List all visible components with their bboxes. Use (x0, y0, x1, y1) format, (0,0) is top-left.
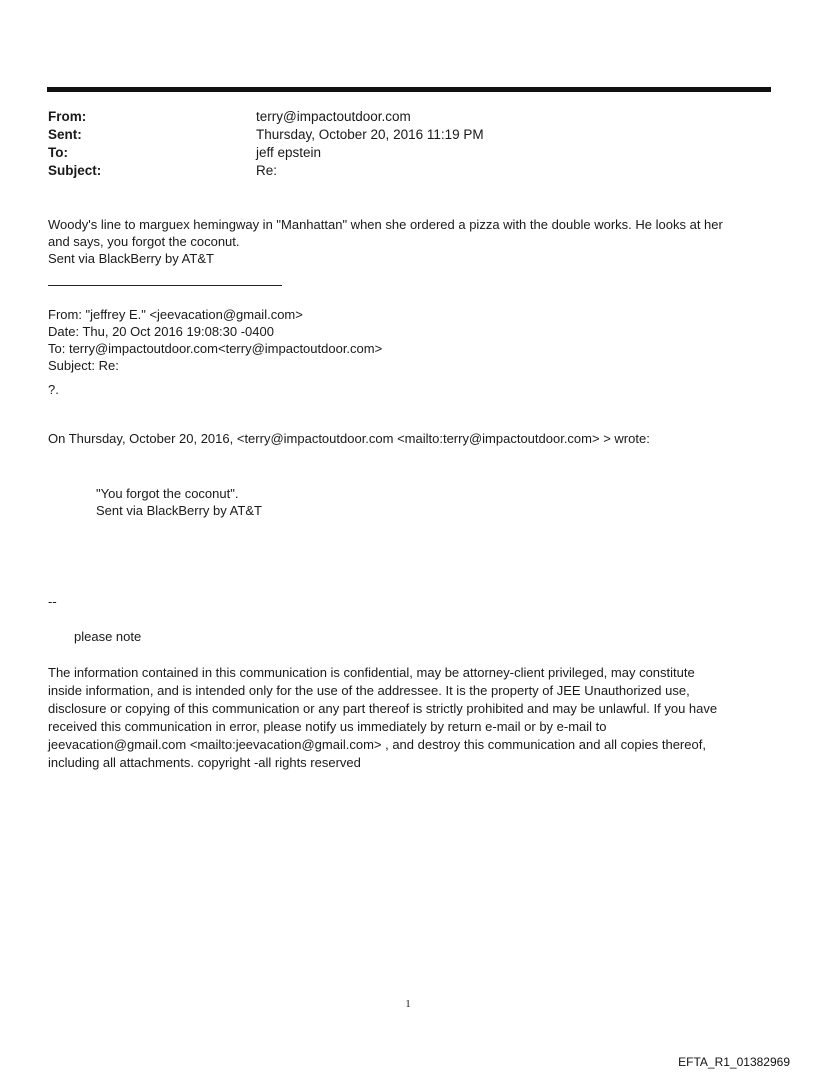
subject-label: Subject: (48, 163, 102, 178)
message-body (48, 216, 760, 267)
subject-row (48, 162, 484, 180)
quoted-signature: Sent via BlackBerry by AT&T (96, 503, 262, 518)
message-line: Woody's line to marguex hemingway in "Manhattan" when she ordered a pizza with the double works. He looks at her (48, 217, 723, 232)
to-row (48, 144, 484, 162)
from-row (48, 108, 484, 126)
forwarded-subject: Subject: Re: (48, 358, 119, 373)
forwarded-date: Date: Thu, 20 Oct 2016 19:08:30 -0400 (48, 324, 274, 339)
quoted-message (96, 485, 262, 519)
from-value: terry@impactoutdoor.com (256, 109, 411, 124)
quote-attribution: On Thursday, October 20, 2016, <terry@impactoutdoor.com <mailto:terry@impactoutdoor.com> > wrote: (48, 431, 650, 446)
please-note: please note (74, 629, 142, 644)
sent-value: Thursday, October 20, 2016 11:19 PM (256, 127, 484, 142)
forwarded-from: From: "jeffrey E." <jeevacation@gmail.com> (48, 307, 303, 322)
sent-label: Sent: (48, 127, 82, 142)
disclaimer-line: inside information, and is intended only for the use of the addressee. It is the property of JEE Unauthorized use, (48, 683, 690, 698)
quoted-line: "You forgot the coconut". (96, 486, 239, 501)
disclaimer-line: disclosure or copying of this communication or any part thereof is strictly prohibited and may be unlawful. If you have (48, 701, 718, 716)
message-line: and says, you forgot the coconut. (48, 234, 240, 249)
email-header (48, 108, 484, 180)
header-divider (47, 87, 771, 92)
disclaimer-line: received this communication in error, please notify us immediately by return e-mail or by e-mail to (48, 719, 607, 734)
sent-row (48, 126, 484, 144)
disclaimer (48, 664, 760, 772)
reply-text: ?. (48, 382, 59, 397)
disclaimer-line: including all attachments. copyright -all rights reserved (48, 755, 361, 770)
to-label: To: (48, 145, 68, 160)
to-value: jeff epstein (256, 145, 322, 160)
page-number: 1 (405, 998, 411, 1010)
disclaimer-line: jeevacation@gmail.com <mailto:jeevacation@gmail.com> , and destroy this communication and all copies thereof, (48, 737, 706, 752)
forwarded-to: To: terry@impactoutdoor.com<terry@impactoutdoor.com> (48, 341, 383, 356)
bates-stamp: EFTA_R1_01382969 (678, 1055, 790, 1069)
message-signature: Sent via BlackBerry by AT&T (48, 251, 214, 266)
from-label: From: (48, 109, 87, 124)
subject-value: Re: (256, 163, 278, 178)
disclaimer-line: The information contained in this communication is confidential, may be attorney-client privileged, may constitute (48, 665, 695, 680)
forwarded-header (48, 306, 382, 374)
forward-separator (48, 285, 282, 286)
signature-separator: -- (48, 594, 57, 609)
